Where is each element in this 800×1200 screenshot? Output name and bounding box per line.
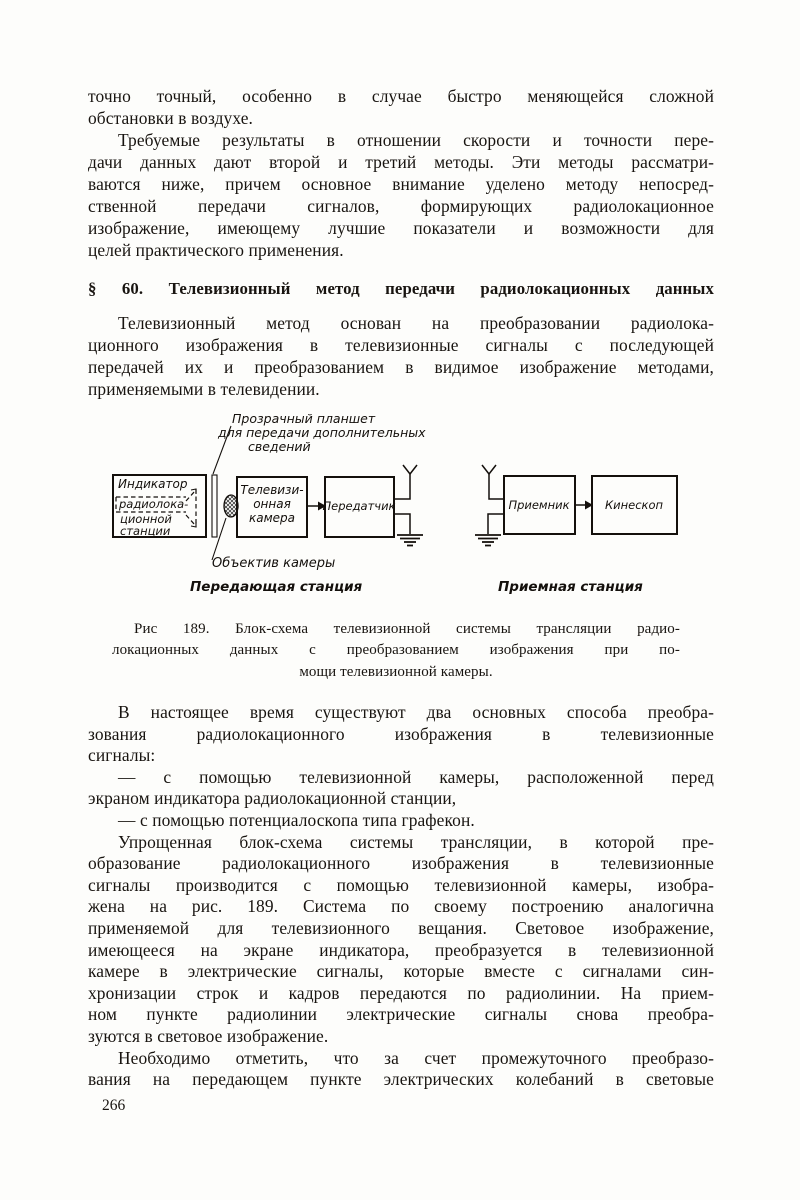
text-line: точно точный, особенно в случае быстро меняющейся сложной bbox=[88, 86, 714, 106]
text-line: ном пункте радиолинии электрические сигналы снова преобра- bbox=[88, 1004, 714, 1025]
tablet-plate bbox=[212, 475, 217, 537]
transmitter-label: Передатчик bbox=[322, 499, 396, 513]
transmitter-ground-wire bbox=[394, 514, 410, 534]
text-line: экраном индикатора радиолокационной станции, bbox=[88, 788, 457, 809]
receiver-antenna-icon bbox=[482, 465, 496, 474]
text-line: мощи телевизионной камеры. bbox=[299, 663, 493, 680]
text-line: зуются в световое изображение. bbox=[88, 1025, 329, 1046]
page-number: 266 bbox=[102, 1097, 126, 1114]
indicator-label-line1: Индикатор bbox=[118, 477, 188, 491]
transmitter-antenna-wire bbox=[394, 474, 410, 499]
figure-caption bbox=[112, 619, 680, 683]
text-line: имеющееся на экране индикатора, преобразуется в телевизионной bbox=[88, 939, 714, 960]
camera-label-line2: онная bbox=[253, 497, 291, 511]
text-line: вания на передающем пункте электрических колебаний в световые bbox=[88, 1069, 714, 1090]
text-line: зования радиолокационного изображения в телевизионные bbox=[88, 723, 714, 744]
receiving-station-label: Приемная станция bbox=[498, 579, 643, 595]
indicator-label-line3: ционной bbox=[120, 512, 172, 526]
receiver-ground-icon bbox=[475, 535, 501, 546]
tablet-label-line2: для передачи дополнительных bbox=[218, 425, 426, 440]
figure-189-block-diagram bbox=[0, 405, 800, 610]
lens-leader-line bbox=[212, 518, 226, 560]
text-line: сигналы производится с помощью телевизионной камеры, изобра- bbox=[88, 874, 714, 895]
indicator-label-line2: радиолока- bbox=[119, 497, 189, 511]
transmitting-station-label: Передающая станция bbox=[190, 579, 363, 595]
paragraph-methods bbox=[88, 129, 714, 261]
receiver-ground-wire bbox=[488, 514, 504, 534]
text-line: применяемыми в телевидении. bbox=[88, 379, 320, 399]
text-line: локационных данных с преобразованием изображения при по- bbox=[112, 642, 680, 659]
intro-paragraph bbox=[88, 85, 714, 129]
text-line: образование радиолокационного изображения в телевизионные bbox=[88, 853, 714, 874]
text-line: хронизации строк и кадров передаются по радиолинии. На прием- bbox=[88, 982, 714, 1003]
camera-label-line1: Телевизи- bbox=[240, 483, 304, 497]
text-line: применяемой для телевизионного вещания. Световое изображение, bbox=[88, 917, 714, 938]
text-line: передачей их и преобразованием в видимое изображение методами, bbox=[88, 357, 714, 377]
tablet-label-line3: сведений bbox=[248, 439, 311, 454]
paragraph-tv-method bbox=[88, 312, 714, 400]
text-line: изображение, имеющему лучшие показатели и возможности для bbox=[88, 218, 714, 238]
body-paragraphs bbox=[88, 702, 714, 1091]
tablet-label-line1: Прозрачный планшет bbox=[232, 411, 376, 426]
text-line: В настоящее время существуют два основных способа преобра- bbox=[118, 702, 714, 722]
text-line: Упрощенная блок-схема системы трансляции, в которой пре- bbox=[118, 831, 714, 852]
text-line: сигналы: bbox=[88, 745, 156, 766]
text-line: обстановки в воздухе. bbox=[88, 108, 253, 128]
indicator-label-line4: станции bbox=[120, 524, 171, 538]
text-line: ционного изображения в телевизионные сигналы с последующей bbox=[88, 335, 714, 355]
transmitter-antenna-icon bbox=[403, 465, 417, 474]
text-line: ственной передачи сигналов, формирующих радиолокационное bbox=[88, 196, 714, 216]
block-diagram-svg bbox=[0, 405, 800, 610]
text-line: целей практического применения. bbox=[88, 240, 344, 260]
camera-label-line3: камера bbox=[248, 511, 296, 525]
text-line: — с помощью потенциалоскопа типа графекон. bbox=[118, 809, 475, 830]
text-line: Телевизионный метод основан на преобразовании радиолока- bbox=[118, 313, 714, 333]
receiver-label: Приемник bbox=[508, 498, 570, 512]
receiver-antenna-wire bbox=[489, 474, 504, 499]
beam-upper-ray bbox=[186, 491, 195, 501]
text-line: дачи данных дают второй и третий методы. Эти методы рассматри- bbox=[88, 152, 714, 172]
text-line: жена на рис. 189. Система по своему построению аналогична bbox=[88, 896, 714, 917]
kinescope-label: Кинескоп bbox=[604, 498, 664, 512]
lens-label: Объектив камеры bbox=[212, 556, 336, 571]
text-line: Необходимо отметить, что за счет промежуточного преобразо- bbox=[118, 1047, 714, 1068]
text-line: камере в электрические сигналы, которые вместе с сигналами син- bbox=[88, 961, 714, 982]
text-line: Требуемые результаты в отношении скорости и точности пере- bbox=[118, 130, 714, 150]
text-line: ваются ниже, причем основное внимание уделено методу непосред- bbox=[88, 174, 714, 194]
text-line: Рис 189. Блок-схема телевизионной системы трансляции радио- bbox=[134, 621, 680, 637]
section-heading: § 60. Телевизионный метод передачи радиолокационных данных bbox=[88, 279, 714, 298]
transmitter-ground-icon bbox=[397, 535, 423, 546]
text-line: — с помощью телевизионной камеры, расположенной перед bbox=[118, 766, 714, 787]
beam-lower-ray bbox=[186, 515, 195, 525]
camera-lens-icon bbox=[224, 495, 238, 517]
